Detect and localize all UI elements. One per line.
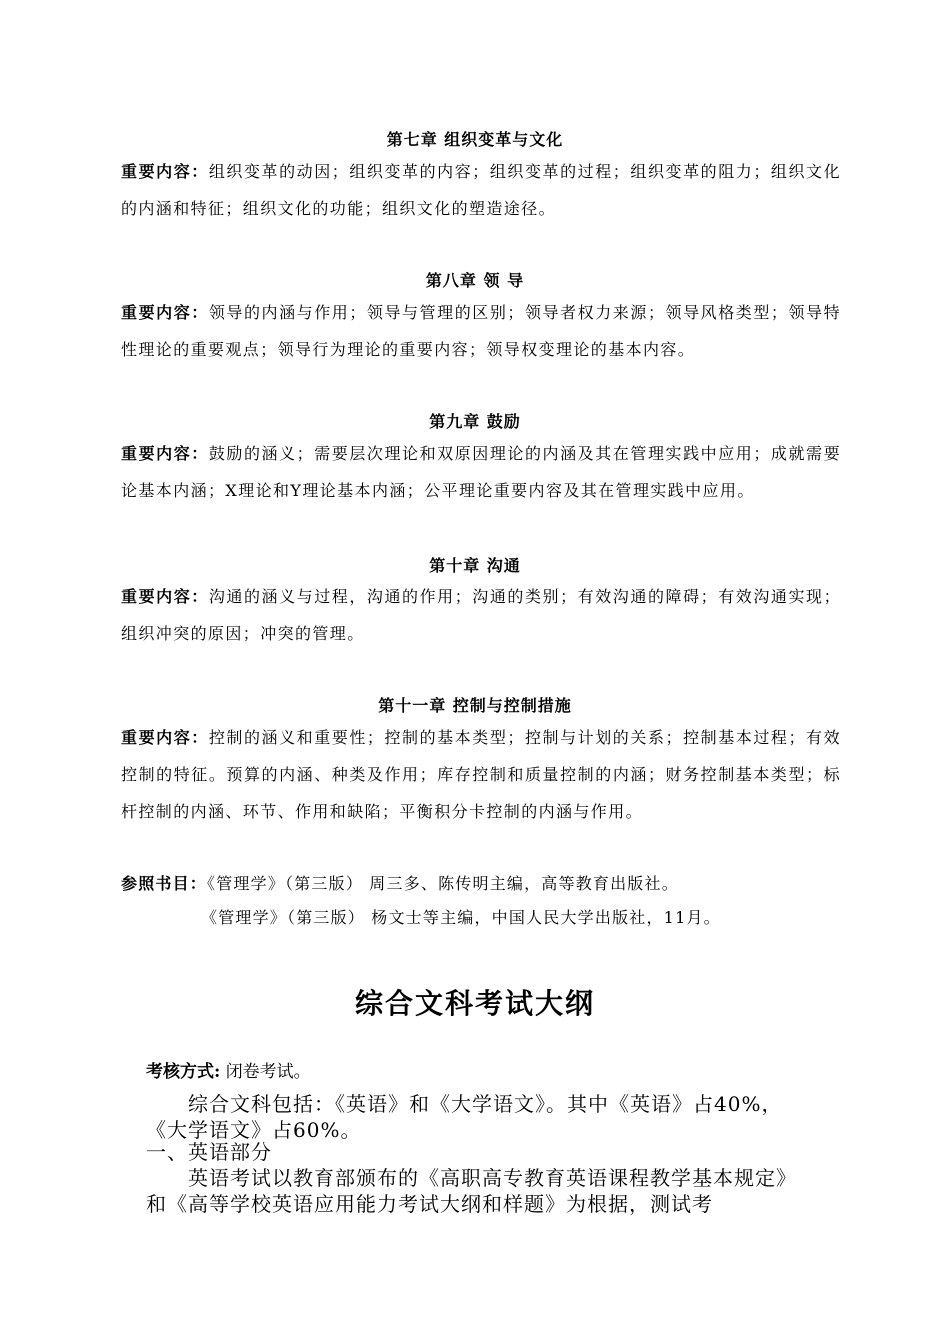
exam-method-value: 闭卷考试。: [225, 1062, 311, 1082]
exam-method: [146, 1057, 311, 1082]
chapter-7-title: 第七章 组织变革与文化: [386, 130, 564, 149]
section-english-text: 英语考试以教育部颁布的《高职高专教育英语课程教学基本规定》和《高等学校英语应用能力考试大纲和样题》为根据，测试考: [146, 1166, 797, 1216]
exam-intro: 综合文科包括：《英语》和《大学语文》。其中《英语》占40%，《大学语文》占60%。: [146, 1092, 783, 1142]
exam-method-label: 考核方式:: [146, 1062, 221, 1082]
chapter-10-content: [121, 578, 841, 652]
chapter-10-title: 第十章 沟通: [429, 556, 521, 575]
chapter-7-content: [121, 153, 841, 227]
section-english-heading: 一、英语部分: [146, 1140, 272, 1164]
chapter-11-label: 重要内容：: [121, 728, 209, 747]
reference-1: 《管理学》（第三版） 周三多、陈传明主编，高等教育出版社。: [207, 874, 679, 893]
chapter-11-text: 控制的涵义和重要性；控制的基本类型；控制与计划的关系；控制基本过程；有效控制的特征。预算的内涵、种类及作用；库存控制和质量控制的内涵；财务控制基本类型；标杆控制的内涵、环节、作用和缺陷；平衡积分卡控制的内涵与作用。: [121, 728, 841, 821]
chapter-9-text: 鼓励的涵义；需要层次理论和双原因理论的内涵及其在管理实践中应用；成就需要论基本内涵；X理论和Y理论基本内涵；公平理论重要内容及其在管理实践中应用。: [121, 444, 841, 500]
chapter-10-label: 重要内容：: [121, 587, 209, 606]
chapter-7-label: 重要内容：: [121, 162, 209, 181]
chapter-7-text: 组织变革的动因；组织变革的内容；组织变革的过程；组织变革的阻力；组织文化的内涵和特征；组织文化的功能；组织文化的塑造途径。: [121, 162, 841, 218]
exam-outline-title: 综合文科考试大纲: [354, 987, 595, 1020]
chapter-8-text: 领导的内涵与作用；领导与管理的区别；领导者权力来源；领导风格类型；领导特性理论的重要观点；领导行为理论的重要内容；领导权变理论的基本内容。: [121, 303, 841, 359]
reference-2: 《管理学》（第三版） 杨文士等主编，中国人民大学出版社，11月。: [201, 908, 721, 927]
chapter-8-content: [121, 294, 841, 368]
chapter-9-label: 重要内容：: [121, 444, 209, 463]
chapter-9-content: [121, 435, 841, 509]
references-label: 参照书目：: [121, 874, 208, 893]
chapter-9-title: 第九章 鼓励: [429, 412, 521, 431]
reference-line-1: [121, 871, 679, 894]
chapter-11-content: [121, 719, 841, 830]
chapter-8-title: 第八章 领 导: [425, 271, 525, 290]
chapter-8-label: 重要内容：: [121, 303, 209, 322]
chapter-10-text: 沟通的涵义与过程，沟通的作用；沟通的类别；有效沟通的障碍；有效沟通实现；组织冲突的原因；冲突的管理。: [121, 587, 841, 643]
chapter-11-title: 第十一章 控制与控制措施: [378, 696, 572, 715]
